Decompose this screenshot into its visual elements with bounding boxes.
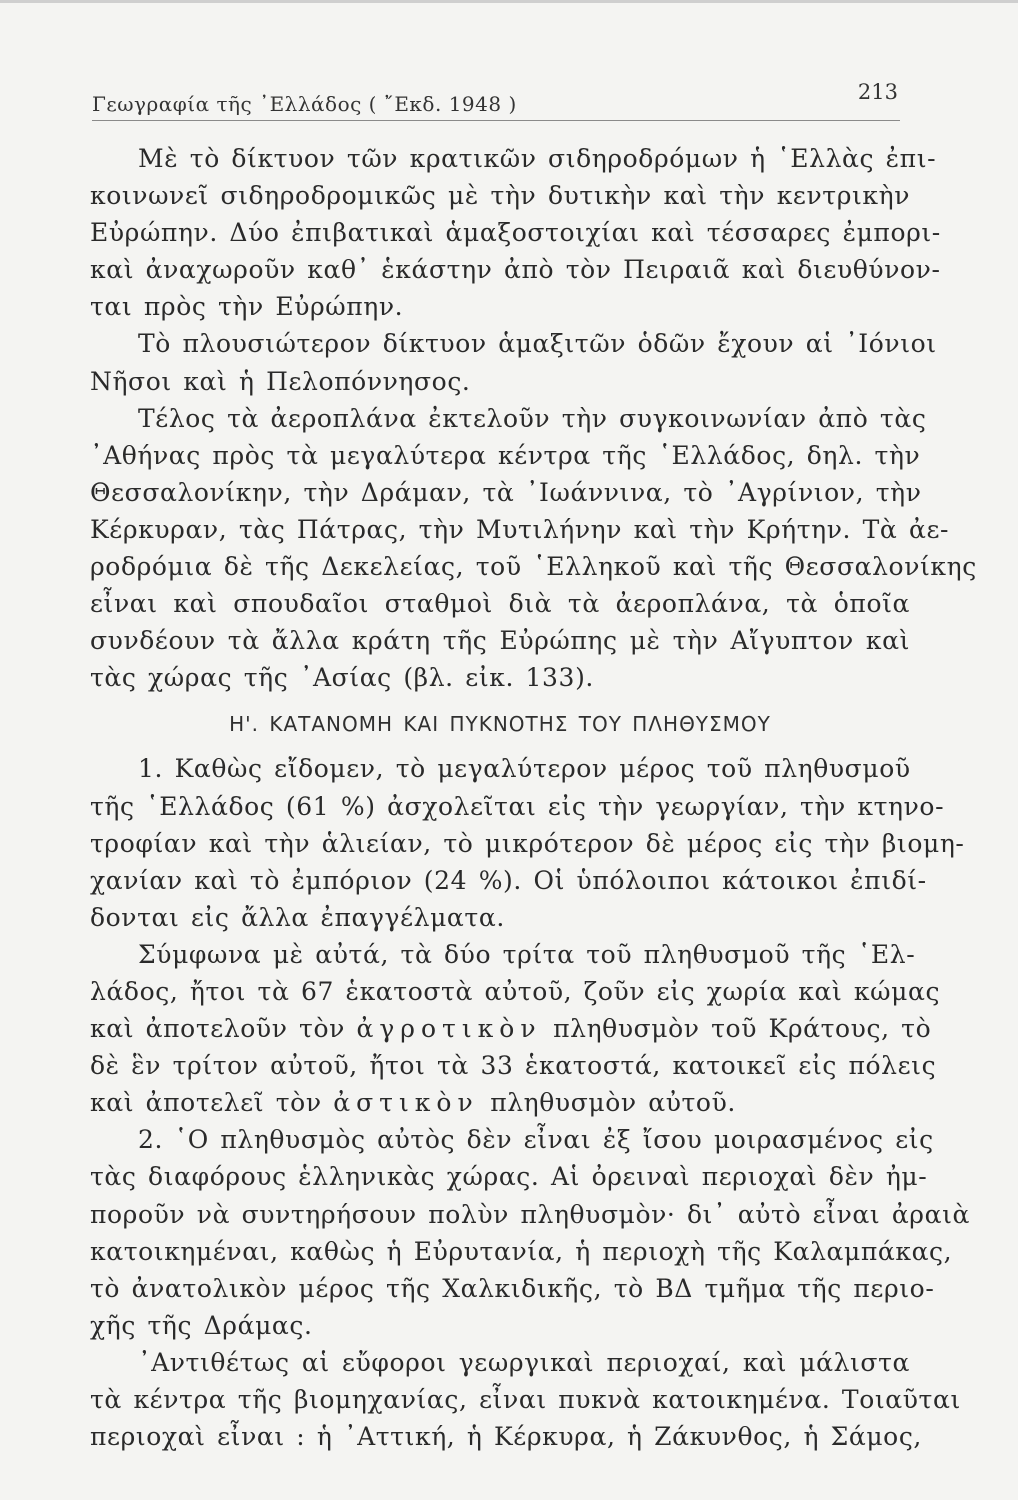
text-line: καὶ ἀναχωροῦν καθ᾽ ἑκάστην ἀπὸ τὸν Πειραιᾶ καὶ διευθύνον- — [90, 255, 941, 285]
text-line: λάδος, ἤτοι τὰ 67 ἑκατοστὰ αὐτοῦ, ζοῦν εἰς χωρία καὶ κώμας — [90, 976, 941, 1006]
body-text — [90, 140, 977, 1455]
text-line: Θεσσαλονίκην, τὴν Δράμαν, τὰ ᾽Ιωάννινα, τὸ ᾽Αγρίνιον, τὴν — [90, 477, 922, 507]
text-line: Μὲ τὸ δίκτυον τῶν κρατικῶν σιδηροδρόμων ἡ ῾Ελλὰς ἐπι- — [138, 144, 937, 173]
text-line: Τὸ πλουσιώτερον δίκτυον ἁμαξιτῶν ὁδῶν ἔχουν αἱ ᾽Ιόνιοι — [138, 329, 937, 359]
header-rule — [92, 120, 900, 121]
text-line: 1. Καθὼς εἴδομεν, τὸ μεγαλύτερον μέρος τοῦ πληθυσμοῦ — [138, 754, 911, 784]
text-line: ροδρόμια δὲ τῆς Δεκελείας, τοῦ ῾Ελληκοῦ καὶ τῆς Θεσσαλονίκης — [90, 552, 977, 582]
text-line: τὰς διαφόρους ἑλληνικὰς χώρας. Αἱ ὀρειναὶ περιοχαὶ δὲν ἠμ- — [90, 1162, 928, 1192]
text-line — [90, 1010, 932, 1047]
text-line: τὰς χώρας τῆς ᾽Ασίας (βλ. εἰκ. 133). — [90, 663, 594, 693]
text-line: Τέλος τὰ ἀεροπλάνα ἐκτελοῦν τὴν συγκοινωνίαν ἀπὸ τὰς — [138, 403, 927, 433]
text-line: χῆς τῆς Δράμας. — [90, 1310, 313, 1340]
spaced-term-astikon: ἀστικὸν — [333, 1088, 479, 1118]
text-line: ποροῦν νὰ συντηρήσουν πολὺν πληθυσμὸν· δι᾽ αὐτὸ εἶναι ἀραιὰ — [90, 1199, 970, 1229]
text-segment: καὶ ἀποτελεῖ τὸν — [90, 1088, 334, 1118]
text-line: ται πρὸς τὴν Εὐρώπην. — [90, 292, 404, 322]
section-heading: Η'. ΚΑΤΑΝΟΜΗ ΚΑΙ ΠΥΚΝΟΤΗΣ ΤΟΥ ΠΛΗΘΥΣΜΟΥ — [229, 712, 771, 737]
text-line: ᾽Αθήνας πρὸς τὰ μεγαλύτερα κέντρα τῆς ῾Ελλάδος, δηλ. τὴν — [90, 440, 921, 470]
text-line: ᾽Αντιθέτως αἱ εὔφοροι γεωργικαὶ περιοχαί, καὶ μάλιστα — [138, 1347, 910, 1377]
text-line: τὸ ἀνατολικὸν μέρος τῆς Χαλκιδικῆς, τὸ ΒΔ τμῆμα τῆς περιο- — [90, 1273, 935, 1303]
text-line: Σύμφωνα μὲ αὐτά, τὰ δύο τρίτα τοῦ πληθυσμοῦ τῆς ῾Ελ- — [138, 939, 916, 969]
spaced-term-agrotikon: ἀγροτικὸν — [356, 1014, 542, 1044]
text-line: Κέρκυραν, τὰς Πάτρας, τὴν Μυτιλήνην καὶ τὴν Κρήτην. Τὰ ἀε- — [90, 514, 950, 544]
page-number: 213 — [857, 80, 898, 104]
text-line: δονται εἰς ἄλλα ἐπαγγέλματα. — [90, 902, 505, 932]
text-line: δὲ ἓν τρίτον αὐτοῦ, ἤτοι τὰ 33 ἑκατοστά, κατοικεῖ εἰς πόλεις — [90, 1051, 937, 1081]
text-segment: πληθυσμὸν αὐτοῦ. — [478, 1088, 736, 1118]
text-line: κοινωνεῖ σιδηροδρομικῶς μὲ τὴν δυτικὴν καὶ τὴν κεντρικὴν — [90, 181, 910, 211]
text-line: Εὐρώπην. Δύο ἐπιβατικαὶ ἁμαξοστοιχίαι καὶ τέσσαρες ἐμπορι- — [90, 218, 941, 248]
text-segment: καὶ ἀποτελοῦν τὸν — [90, 1014, 357, 1044]
text-line: 2. ῾Ο πληθυσμὸς αὐτὸς δὲν εἶναι ἐξ ἴσου μοιρασμένος εἰς — [138, 1125, 934, 1155]
text-line — [90, 1084, 910, 1121]
text-line: Νῆσοι καὶ ἡ Πελοπόννησος. — [90, 366, 471, 396]
text-line: κατοικημέναι, καθὼς ἡ Εὐρυτανία, ἡ περιοχὴ τῆς Καλαμπάκας, — [90, 1236, 953, 1266]
text-line: περιοχαὶ εἶναι : ἡ ᾽Αττική, ἡ Κέρκυρα, ἡ Ζάκυνθος, ἡ Σάμος, — [90, 1422, 922, 1452]
running-title: Γεωγραφία τῆς ᾽Ελλάδος ( ῎Εκδ. 1948 ) — [92, 92, 517, 116]
text-line: εἶναι καὶ σπουδαῖοι σταθμοὶ διὰ τὰ ἀεροπλάνα, τὰ ὁποῖα — [90, 589, 910, 619]
text-segment: πληθυσμὸν τοῦ Κράτους, τὸ — [541, 1014, 932, 1044]
page-top-edge — [0, 0, 1018, 3]
text-line: τὰ κέντρα τῆς βιομηχανίας, εἶναι πυκνὰ κατοικημένα. Τοιαῦται — [90, 1385, 961, 1414]
text-line: τῆς ῾Ελλάδος (61 %) ἀσχολεῖται εἰς τὴν γεωργίαν, τὴν κτηνο- — [90, 791, 945, 821]
text-line: χανίαν καὶ τὸ ἐμπόριον (24 %). Οἱ ὑπόλοιποι κάτοικοι ἐπιδί- — [90, 865, 927, 895]
running-head — [92, 80, 912, 118]
text-line: τροφίαν καὶ τὴν ἁλιείαν, τὸ μικρότερον δὲ μέρος εἰς τὴν βιομη- — [90, 828, 965, 858]
text-line: συνδέουν τὰ ἄλλα κράτη τῆς Εὐρώπης μὲ τὴν Αἴγυπτον καὶ — [90, 626, 910, 656]
